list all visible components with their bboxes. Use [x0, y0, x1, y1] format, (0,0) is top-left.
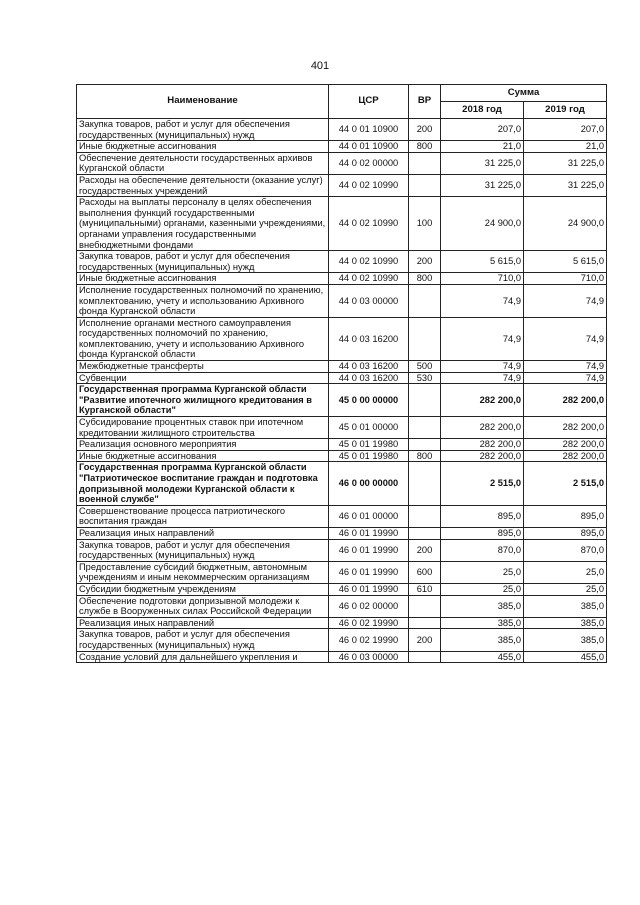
- row-name: Субвенции: [77, 372, 329, 384]
- row-csr-code: 44 0 02 10990: [329, 273, 409, 285]
- row-csr-code: 44 0 03 00000: [329, 284, 409, 317]
- row-vr-code: [409, 505, 441, 527]
- row-csr-code: 44 0 03 16200: [329, 317, 409, 360]
- row-name: Закупка товаров, работ и услуг для обеспечения государственных (муниципальных) нужд: [77, 251, 329, 273]
- row-vr-code: [409, 174, 441, 196]
- table-row: [77, 439, 607, 451]
- row-name: Иные бюджетные ассигнования: [77, 141, 329, 153]
- row-csr-code: 44 0 02 00000: [329, 152, 409, 174]
- row-amount-2018: 25,0: [441, 583, 524, 595]
- row-amount-2019: 385,0: [524, 617, 607, 629]
- row-amount-2018: 74,9: [441, 317, 524, 360]
- row-amount-2019: 385,0: [524, 629, 607, 651]
- row-amount-2019: 21,0: [524, 141, 607, 153]
- row-amount-2018: 870,0: [441, 539, 524, 561]
- table-row: [77, 284, 607, 317]
- row-vr-code: 600: [409, 561, 441, 583]
- table-row: [77, 527, 607, 539]
- row-amount-2019: 5 615,0: [524, 251, 607, 273]
- row-amount-2019: 2 515,0: [524, 462, 607, 505]
- table-row: [77, 317, 607, 360]
- row-amount-2019: 870,0: [524, 539, 607, 561]
- table-row: [77, 595, 607, 617]
- row-vr-code: 100: [409, 197, 441, 251]
- row-amount-2018: 207,0: [441, 119, 524, 141]
- table-row: [77, 152, 607, 174]
- row-csr-code: 44 0 02 10990: [329, 174, 409, 196]
- row-name: Обеспечение деятельности государственных архивов Курганской области: [77, 152, 329, 174]
- row-vr-code: [409, 527, 441, 539]
- table-row: [77, 141, 607, 153]
- row-vr-code: [409, 651, 441, 663]
- row-name: Закупка товаров, работ и услуг для обеспечения государственных (муниципальных) нужд: [77, 539, 329, 561]
- table-row: [77, 384, 607, 417]
- row-name: Субсидирование процентных ставок при ипотечном кредитовании жилищного строительства: [77, 417, 329, 439]
- table-body: [77, 119, 607, 663]
- row-name: Расходы на выплаты персоналу в целях обеспечения выполнения функций государственными (муниципальными) органами, казенными учреждениями, органами управления государственными внебюджетными фондами: [77, 197, 329, 251]
- row-name: Совершенствование процесса патриотического воспитания граждан: [77, 505, 329, 527]
- row-vr-code: [409, 417, 441, 439]
- table-row: [77, 505, 607, 527]
- header-vr: ВР: [409, 85, 441, 119]
- row-amount-2018: 282 200,0: [441, 450, 524, 462]
- row-csr-code: 44 0 01 10900: [329, 119, 409, 141]
- row-name: Иные бюджетные ассигнования: [77, 450, 329, 462]
- row-vr-code: [409, 317, 441, 360]
- row-amount-2018: 385,0: [441, 629, 524, 651]
- row-vr-code: [409, 439, 441, 451]
- table-row: [77, 251, 607, 273]
- table-row: [77, 617, 607, 629]
- row-csr-code: 46 0 01 00000: [329, 505, 409, 527]
- row-csr-code: 46 0 00 00000: [329, 462, 409, 505]
- table-row: [77, 539, 607, 561]
- row-amount-2019: 24 900,0: [524, 197, 607, 251]
- row-amount-2019: 282 200,0: [524, 450, 607, 462]
- row-amount-2018: 74,9: [441, 372, 524, 384]
- row-amount-2018: 2 515,0: [441, 462, 524, 505]
- row-amount-2019: 282 200,0: [524, 384, 607, 417]
- row-csr-code: 46 0 02 00000: [329, 595, 409, 617]
- row-name: Межбюджетные трансферты: [77, 361, 329, 373]
- row-amount-2019: 282 200,0: [524, 417, 607, 439]
- row-csr-code: 46 0 01 19990: [329, 527, 409, 539]
- table-row: [77, 583, 607, 595]
- header-sum: Сумма: [441, 85, 607, 102]
- table-row: [77, 361, 607, 373]
- row-name: Закупка товаров, работ и услуг для обеспечения государственных (муниципальных) нужд: [77, 629, 329, 651]
- table-row: [77, 372, 607, 384]
- row-name: Исполнение органами местного самоуправления государственных полномочий по хранению, комплектованию, учету и использованию Архивного фонда Курганской области: [77, 317, 329, 360]
- row-csr-code: 44 0 03 16200: [329, 372, 409, 384]
- row-name: Государственная программа Курганской области "Развитие ипотечного жилищного кредитования в Курганской области": [77, 384, 329, 417]
- row-amount-2019: 25,0: [524, 561, 607, 583]
- row-amount-2018: 385,0: [441, 617, 524, 629]
- row-name: Расходы на обеспечение деятельности (оказание услуг) государственных учреждений: [77, 174, 329, 196]
- row-csr-code: 45 0 00 00000: [329, 384, 409, 417]
- row-amount-2019: 74,9: [524, 284, 607, 317]
- row-vr-code: 530: [409, 372, 441, 384]
- row-vr-code: 200: [409, 629, 441, 651]
- table-row: [77, 417, 607, 439]
- table-row: [77, 273, 607, 285]
- row-amount-2019: 74,9: [524, 317, 607, 360]
- row-csr-code: 46 0 01 19990: [329, 583, 409, 595]
- row-amount-2019: 207,0: [524, 119, 607, 141]
- row-vr-code: [409, 284, 441, 317]
- header-csr: ЦСР: [329, 85, 409, 119]
- header-name: Наименование: [77, 85, 329, 119]
- table-row: [77, 450, 607, 462]
- row-csr-code: 45 0 01 00000: [329, 417, 409, 439]
- row-csr-code: 46 0 01 19990: [329, 561, 409, 583]
- row-name: Создание условий для дальнейшего укрепления и: [77, 651, 329, 663]
- row-vr-code: 800: [409, 141, 441, 153]
- row-amount-2018: 710,0: [441, 273, 524, 285]
- table-header: [77, 85, 607, 119]
- row-amount-2018: 282 200,0: [441, 384, 524, 417]
- row-amount-2019: 25,0: [524, 583, 607, 595]
- row-amount-2018: 5 615,0: [441, 251, 524, 273]
- row-csr-code: 45 0 01 19980: [329, 439, 409, 451]
- page-number: 401: [310, 60, 330, 72]
- table-row: [77, 629, 607, 651]
- row-csr-code: 46 0 02 19990: [329, 629, 409, 651]
- row-amount-2019: 74,9: [524, 372, 607, 384]
- row-amount-2019: 455,0: [524, 651, 607, 663]
- row-vr-code: 800: [409, 273, 441, 285]
- row-csr-code: 44 0 02 10990: [329, 251, 409, 273]
- row-csr-code: 46 0 02 19990: [329, 617, 409, 629]
- row-amount-2019: 31 225,0: [524, 174, 607, 196]
- row-name: Иные бюджетные ассигнования: [77, 273, 329, 285]
- row-amount-2019: 31 225,0: [524, 152, 607, 174]
- row-amount-2018: 282 200,0: [441, 417, 524, 439]
- row-name: Обеспечение подготовки допризывной молодежи к службе в Вооруженных силах Российской Федерации: [77, 595, 329, 617]
- table-row: [77, 651, 607, 663]
- row-amount-2018: 25,0: [441, 561, 524, 583]
- table-row: [77, 462, 607, 505]
- row-amount-2019: 385,0: [524, 595, 607, 617]
- row-name: Субсидии бюджетным учреждениям: [77, 583, 329, 595]
- row-csr-code: 44 0 01 10900: [329, 141, 409, 153]
- row-amount-2019: 74,9: [524, 361, 607, 373]
- row-vr-code: [409, 384, 441, 417]
- row-csr-code: 46 0 03 00000: [329, 651, 409, 663]
- row-csr-code: 46 0 01 19990: [329, 539, 409, 561]
- table-row: [77, 561, 607, 583]
- row-name: Государственная программа Курганской области "Патриотическое воспитание граждан и подготовка допризывной молодежи Курганской области к военной службе": [77, 462, 329, 505]
- row-name: Закупка товаров, работ и услуг для обеспечения государственных (муниципальных) нужд: [77, 119, 329, 141]
- row-name: Предоставление субсидий бюджетным, автономным учреждениям и иным некоммерческим организациям: [77, 561, 329, 583]
- row-amount-2018: 74,9: [441, 361, 524, 373]
- row-name: Реализация иных направлений: [77, 617, 329, 629]
- row-vr-code: 610: [409, 583, 441, 595]
- row-vr-code: 500: [409, 361, 441, 373]
- row-amount-2019: 895,0: [524, 505, 607, 527]
- row-name: Реализация основного мероприятия: [77, 439, 329, 451]
- row-vr-code: 800: [409, 450, 441, 462]
- table-row: [77, 174, 607, 196]
- row-vr-code: 200: [409, 251, 441, 273]
- row-name: Реализация иных направлений: [77, 527, 329, 539]
- row-amount-2018: 31 225,0: [441, 174, 524, 196]
- table-row: [77, 197, 607, 251]
- row-vr-code: [409, 462, 441, 505]
- row-vr-code: 200: [409, 119, 441, 141]
- row-amount-2019: 895,0: [524, 527, 607, 539]
- row-amount-2019: 710,0: [524, 273, 607, 285]
- row-amount-2018: 895,0: [441, 527, 524, 539]
- row-vr-code: 200: [409, 539, 441, 561]
- row-amount-2018: 24 900,0: [441, 197, 524, 251]
- row-name: Исполнение государственных полномочий по хранению, комплектованию, учету и использованию Архивного фонда Курганской области: [77, 284, 329, 317]
- row-amount-2019: 282 200,0: [524, 439, 607, 451]
- row-amount-2018: 31 225,0: [441, 152, 524, 174]
- row-amount-2018: 282 200,0: [441, 439, 524, 451]
- row-vr-code: [409, 595, 441, 617]
- row-amount-2018: 895,0: [441, 505, 524, 527]
- row-amount-2018: 21,0: [441, 141, 524, 153]
- row-amount-2018: 385,0: [441, 595, 524, 617]
- header-2018: 2018 год: [441, 102, 524, 119]
- row-vr-code: [409, 152, 441, 174]
- row-csr-code: 45 0 01 19980: [329, 450, 409, 462]
- table-row: [77, 119, 607, 141]
- row-amount-2018: 455,0: [441, 651, 524, 663]
- row-amount-2018: 74,9: [441, 284, 524, 317]
- row-csr-code: 44 0 02 10990: [329, 197, 409, 251]
- row-csr-code: 44 0 03 16200: [329, 361, 409, 373]
- header-2019: 2019 год: [524, 102, 607, 119]
- budget-table: [76, 84, 607, 663]
- row-vr-code: [409, 617, 441, 629]
